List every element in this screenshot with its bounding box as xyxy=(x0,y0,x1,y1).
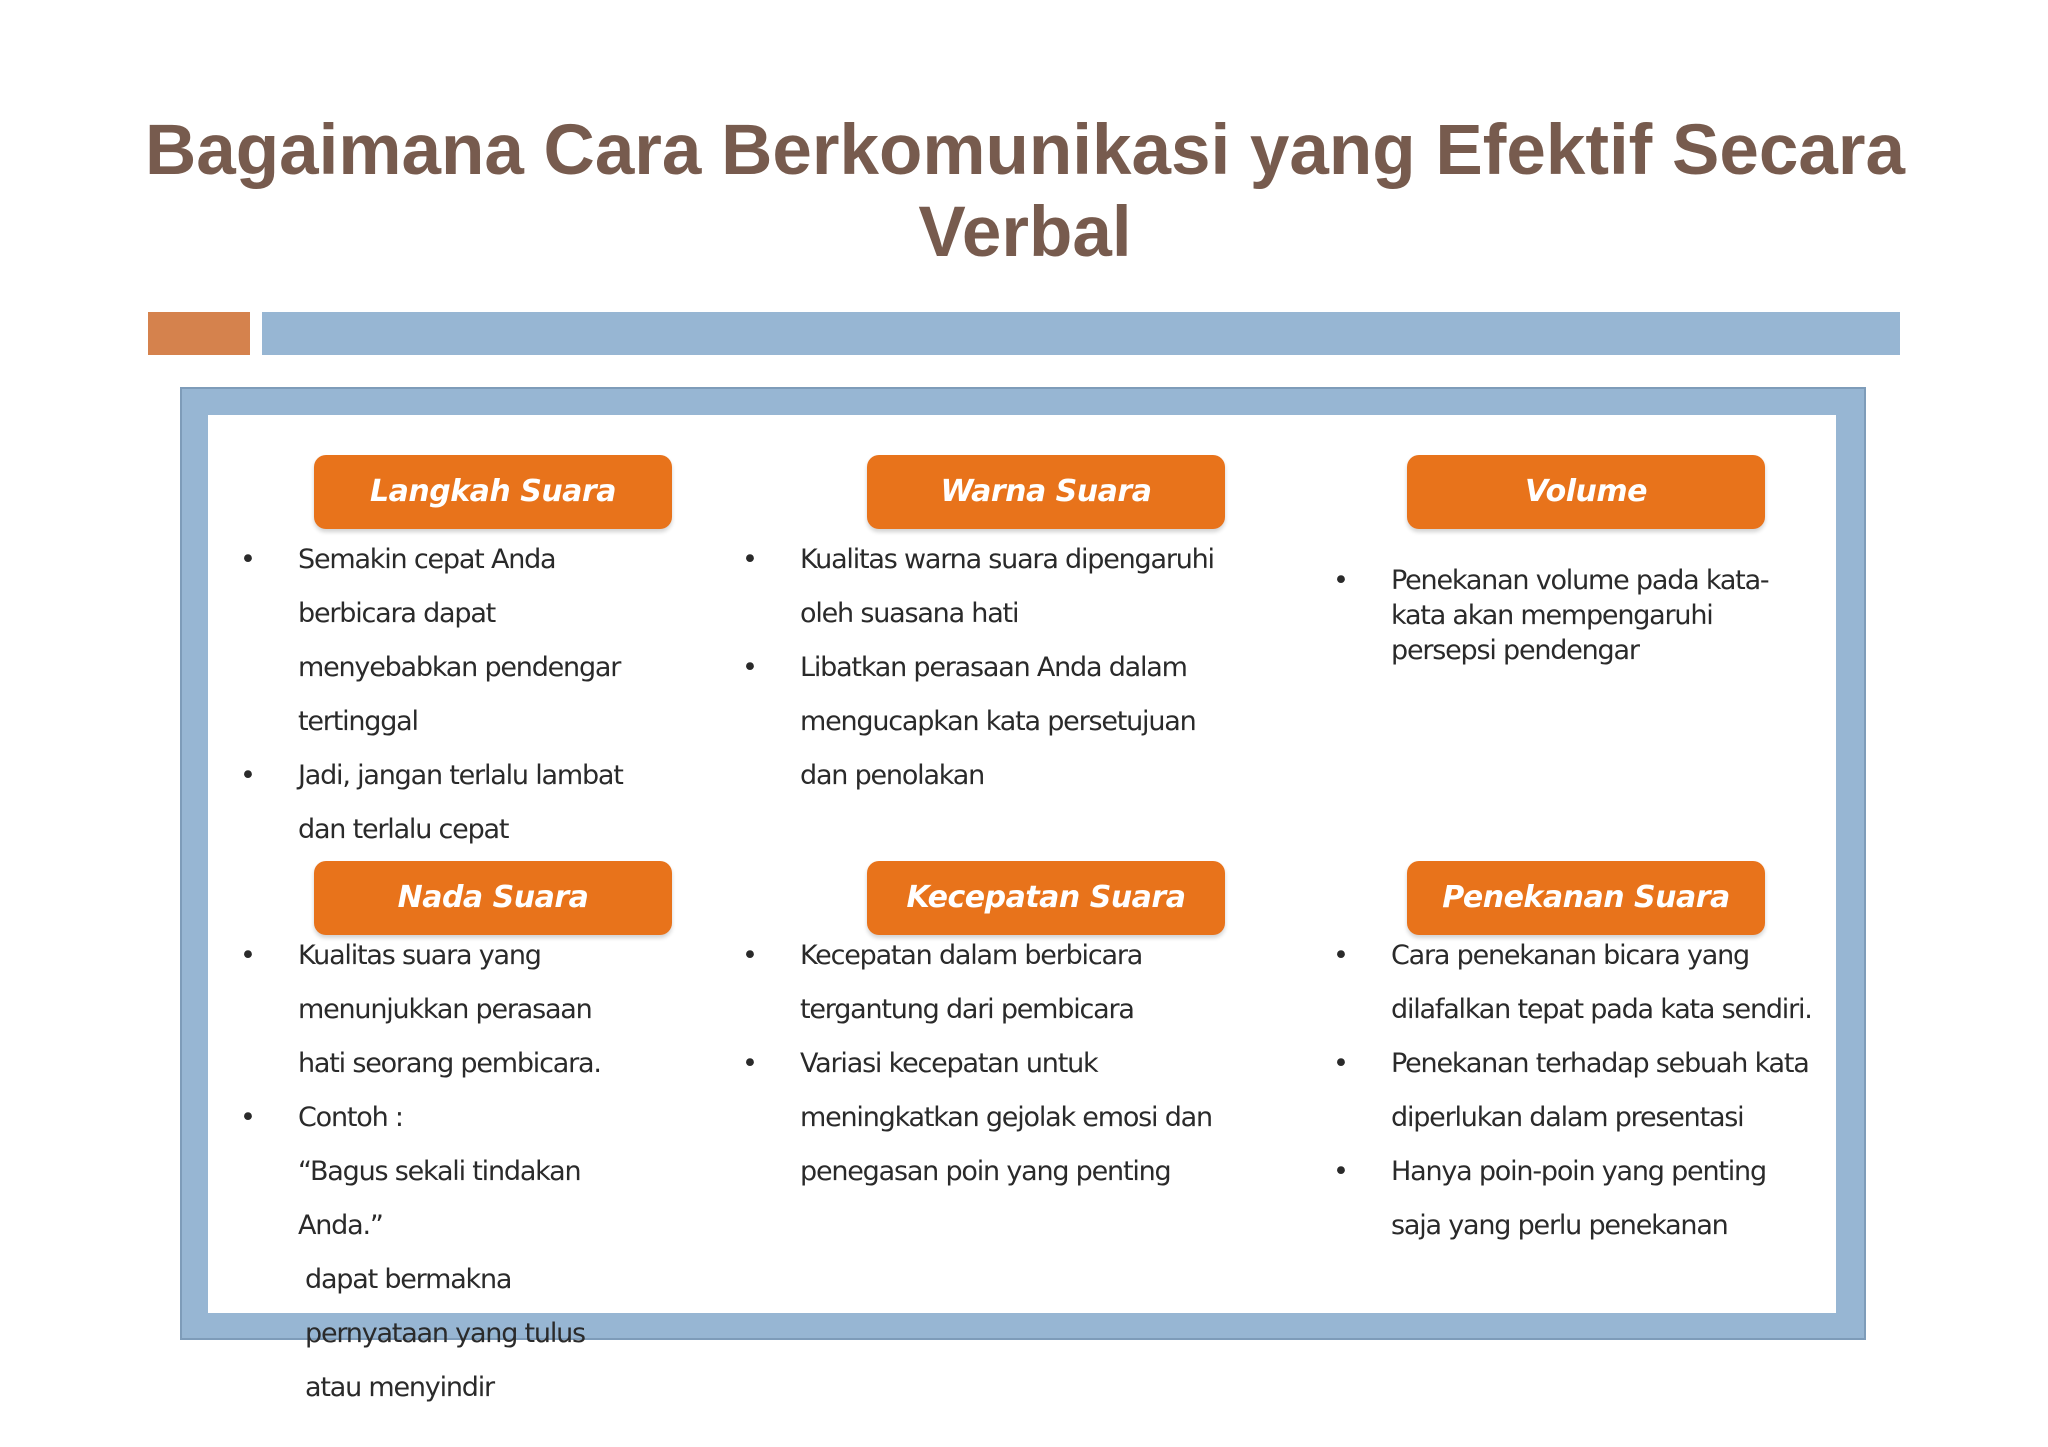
example-label: Contoh : xyxy=(298,1102,403,1133)
list-penekanan-suara xyxy=(1333,929,1818,1253)
list-item: • Kualitas suara yang menunjukkan perasaan hati seorang pembicara. xyxy=(240,929,640,1091)
list-item: • Penekanan volume pada kata-kata akan mempengaruhi persepsi pendengar xyxy=(1333,563,1788,668)
list-item: • Hanya poin-poin yang penting saja yang perlu penekanan xyxy=(1333,1145,1818,1253)
header-kecepatan-suara: Kecepatan Suara xyxy=(867,861,1225,935)
accent-bar-blue xyxy=(262,312,1900,355)
list-item: • Variasi kecepatan untuk meningkatkan gejolak emosi dan penegasan poin yang penting xyxy=(742,1037,1272,1199)
header-langkah-suara: Langkah Suara xyxy=(314,455,672,529)
content-panel xyxy=(208,415,1836,1403)
list-kecepatan-suara xyxy=(742,929,1272,1199)
list-item: • Jadi, jangan terlalu lambat dan terlalu cepat xyxy=(240,749,670,857)
list-item xyxy=(240,1091,640,1415)
accent-bar-orange xyxy=(148,312,250,355)
list-item: • Semakin cepat Anda berbicara dapat menyebabkan pendengar tertinggal xyxy=(240,533,670,749)
slide-title: Bagaimana Cara Berkomunikasi yang Efektif Secara Verbal xyxy=(145,111,1905,272)
list-item: • Penekanan terhadap sebuah kata diperlukan dalam presentasi xyxy=(1333,1037,1818,1145)
list-item: • Kualitas warna suara dipengaruhi oleh suasana hati xyxy=(742,533,1242,641)
list-item: • Libatkan perasaan Anda dalam mengucapkan kata persetujuan dan penolakan xyxy=(742,641,1242,803)
header-warna-suara: Warna Suara xyxy=(867,455,1225,529)
header-nada-suara: Nada Suara xyxy=(314,861,672,935)
list-item: • Kecepatan dalam berbicara tergantung dari pembicara xyxy=(742,929,1272,1037)
list-item: • Cara penekanan bicara yang dilafalkan tepat pada kata sendiri. xyxy=(1333,929,1818,1037)
example-quote: “Bagus sekali tindakan Anda.” xyxy=(298,1156,581,1241)
header-penekanan-suara: Penekanan Suara xyxy=(1407,861,1765,935)
list-nada-suara xyxy=(240,929,640,1415)
list-warna-suara xyxy=(742,533,1242,803)
header-volume: Volume xyxy=(1407,455,1765,529)
example-note: dapat bermakna pernyataan yang tulus atau menyindir xyxy=(305,1264,585,1403)
list-langkah-suara xyxy=(240,533,670,857)
list-volume xyxy=(1333,563,1788,668)
